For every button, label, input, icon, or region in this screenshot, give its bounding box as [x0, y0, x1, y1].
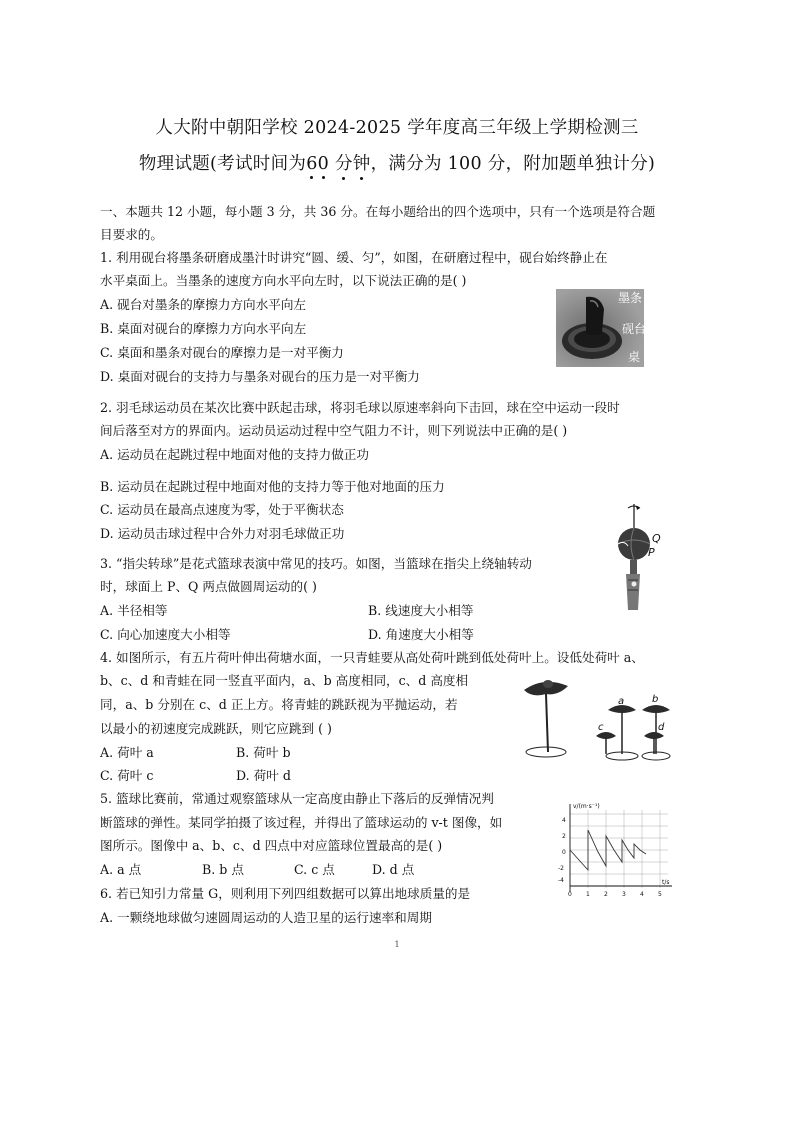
- question-stem: 断篮球的弹性。某同学拍摄了该过程，并得出了篮球运动的 v-t 图像，如: [100, 815, 503, 830]
- option: D. d 点: [372, 862, 415, 877]
- graph-y-tick: 0: [562, 849, 566, 856]
- option: C. c 点: [294, 862, 335, 877]
- graph-x-tick: 2: [604, 891, 608, 898]
- graph-y-tick: -2: [558, 865, 564, 872]
- leaf-d-label: d: [658, 722, 665, 733]
- section-intro-line: 目要求的。: [100, 227, 163, 242]
- leaf-c-label: c: [598, 722, 604, 733]
- option: A. 一颗绕地球做匀速圆周运动的人造卫星的运行速率和周期: [100, 910, 432, 925]
- question-stem: 3. “指尖转球”是花式篮球表演中常见的技巧。如图，当篮球在指尖上绕轴转动: [100, 556, 532, 571]
- graph-y-tick: -4: [558, 877, 564, 884]
- option: B. b 点: [202, 862, 244, 877]
- graph-x-tick: 1: [586, 891, 590, 898]
- point-p-label: P: [648, 546, 655, 559]
- option: A. 砚台对墨条的摩擦力方向水平向左: [100, 297, 307, 312]
- point-q-label: Q: [652, 532, 661, 545]
- emphasis-char: 分: [335, 150, 353, 175]
- question-stem: 5. 篮球比赛前，常通过观察篮球从一定高度由静止下落后的反弹情况判: [100, 791, 494, 806]
- graph-x-tick: 0: [568, 891, 572, 898]
- option: C. 运动员在最高点速度为零，处于平衡状态: [100, 502, 344, 517]
- option: B. 桌面对砚台的摩擦力方向水平向左: [100, 321, 307, 336]
- graph-x-tick: 4: [640, 891, 644, 898]
- basketball-on-finger-icon: [604, 500, 664, 615]
- option: A. 半径相等: [100, 603, 168, 618]
- section-intro-line: 一、本题共 12 小题，每小题 3 分，共 36 分。在每小题给出的四个选项中，只有一个选项是符合题: [100, 204, 656, 219]
- figure-label-inkstone: 砚台: [622, 322, 644, 336]
- question-stem: 间后落至对方的界面内。运动员运动过程中空气阻力不计，则下列说法中正确的是( ): [100, 423, 568, 438]
- question-stem: 水平桌面上。当墨条的速度方向水平向左时，以下说法正确的是( ): [100, 273, 467, 288]
- question-stem: 4. 如图所示，有五片荷叶伸出荷塘水面，一只青蛙要从高处荷叶跳到低处荷叶上。设低处荷叶 a、: [100, 650, 644, 665]
- option: D. 荷叶 d: [236, 768, 291, 783]
- emphasis-char: 6: [306, 154, 318, 174]
- graph-y-tick: 4: [562, 817, 566, 824]
- question-stem: 6. 若已知引力常量 G，则利用下列四组数据可以算出地球质量的是: [100, 886, 471, 901]
- question-stem: 同，a、b 分别在 c、d 正上方。将青蛙的跳跃视为平抛运动，若: [100, 697, 458, 712]
- option: D. 桌面对砚台的支持力与墨条对砚台的压力是一对平衡力: [100, 369, 420, 384]
- question-stem: 图所示。图像中 a、b、c、d 四点中对应篮球位置最高的是( ): [100, 838, 443, 853]
- option: A. 运动员在起跳过程中地面对他的支持力做正功: [100, 447, 369, 462]
- option: B. 荷叶 b: [236, 745, 291, 760]
- option: B. 线速度大小相等: [368, 603, 474, 618]
- option: D. 运动员击球过程中合外力对羽毛球做正功: [100, 526, 345, 541]
- inkstone-figure: [556, 289, 644, 367]
- option: C. 荷叶 c: [100, 768, 154, 783]
- option: D. 角速度大小相等: [368, 627, 474, 642]
- figure-label-inkstick: 墨条: [618, 291, 643, 305]
- graph-x-tick: 5: [658, 891, 662, 898]
- figure-label-desk: 桌: [628, 350, 641, 364]
- vt-graph-svg: [558, 800, 678, 902]
- subtitle-suffix: ，满分为 100 分，附加题单独计分): [370, 154, 656, 174]
- lotus-frog-illustration: [518, 672, 676, 762]
- emphasis-char: 钟: [353, 150, 371, 175]
- exam-title: 人大附中朝阳学校 2024-2025 学年度高三年级上学期检测三: [155, 118, 639, 138]
- emphasis-char: 0: [317, 154, 330, 174]
- vt-graph: [558, 800, 678, 902]
- option: A. a 点: [100, 862, 142, 877]
- option: B. 运动员在起跳过程中地面对他的支持力等于他对地面的压力: [100, 479, 445, 494]
- lotus-leaves-figure: [518, 672, 676, 762]
- question-stem: 2. 羽毛球运动员在某次比赛中跃起击球，将羽毛球以原速率斜向下击回，球在空中运动一段时: [100, 400, 620, 415]
- leaf-a-label: a: [618, 696, 625, 707]
- option: C. 桌面和墨条对砚台的摩擦力是一对平衡力: [100, 345, 344, 360]
- question-stem: b、c、d 和青蛙在同一竖直平面内，a、b 高度相同，c、d 高度相: [100, 673, 469, 688]
- option: C. 向心加速度大小相等: [100, 627, 231, 642]
- leaf-b-label: b: [652, 694, 659, 705]
- exam-subtitle: [0, 150, 794, 175]
- question-stem: 以最小的初速度完成跳跃，则它应跳到 ( ): [100, 721, 332, 736]
- question-stem: 时，球面上 P、Q 两点做圆周运动的( ): [100, 579, 317, 594]
- graph-y-axis-label: v/(m·s⁻¹): [573, 803, 600, 810]
- graph-y-tick: 2: [562, 833, 566, 840]
- question-stem: 1. 利用砚台将墨条研磨成墨汁时讲究“圆、缓、匀”，如图，在研磨过程中，砚台始终静止在: [100, 250, 608, 265]
- graph-x-axis-label: t/s: [662, 879, 670, 886]
- subtitle-prefix: 物理试题(考试时间为: [138, 154, 307, 174]
- page-number: 1: [394, 940, 400, 949]
- inkstone-photo: [556, 289, 644, 367]
- spinning-ball-figure: [604, 500, 664, 615]
- option: A. 荷叶 a: [100, 745, 154, 760]
- graph-x-tick: 3: [622, 891, 626, 898]
